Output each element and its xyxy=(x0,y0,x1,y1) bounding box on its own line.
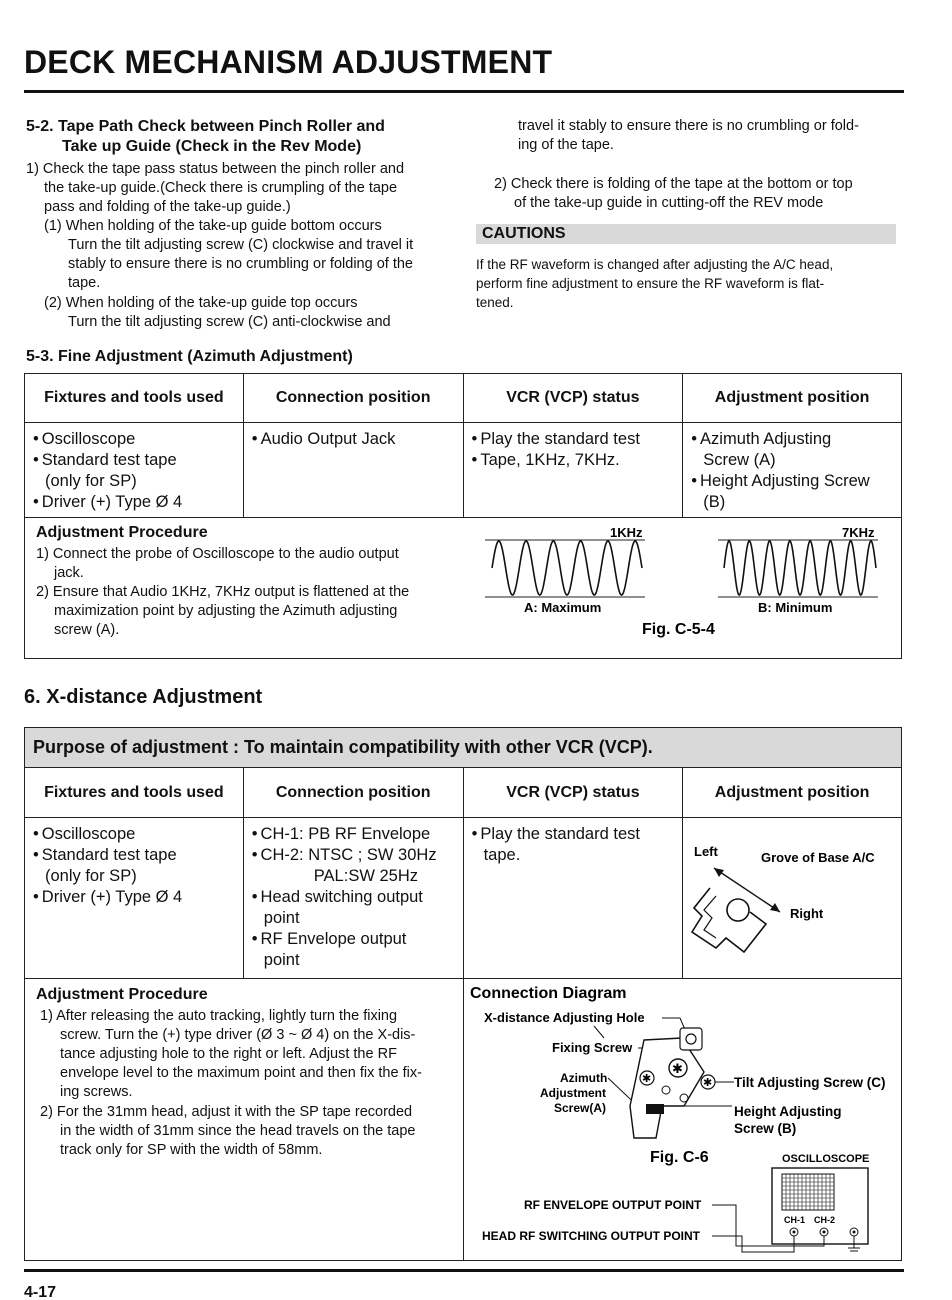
tool-item: • Standard test tape xyxy=(33,845,235,866)
col-header-tools: Fixtures and tools used xyxy=(25,768,244,818)
status-item: • Play the standard test xyxy=(472,429,675,450)
procedure-line: in the width of 31mm since the head travels on the tape xyxy=(60,1123,416,1139)
col-header-connection: Connection position xyxy=(243,374,463,423)
base-outline-icon xyxy=(692,888,766,952)
procedure-line: envelope level to the maximum point and then fix the fix- xyxy=(60,1065,422,1081)
figure-caption: Fig. C-6 xyxy=(650,1149,709,1166)
procedure-line: jack. xyxy=(54,565,84,581)
oscilloscope-label: OSCILLOSCOPE xyxy=(782,1153,870,1165)
connection-item-cont: point xyxy=(263,909,300,927)
adjust-item: • Azimuth Adjusting xyxy=(691,429,893,450)
procedure-line: maximization point by adjusting the Azimuth adjusting xyxy=(54,603,398,619)
procedure-line: 2) Ensure that Audio 1KHz, 7KHz output is flattened at the xyxy=(36,584,410,600)
connection-item: • Audio Output Jack xyxy=(252,429,455,450)
procedure-line: tance adjusting hole to the right or left. Adjust the RF xyxy=(60,1046,397,1062)
col-header-adjustment: Adjustment position xyxy=(683,768,902,818)
procedure-line: ing screws. xyxy=(60,1084,133,1100)
procedure-title: Adjustment Procedure xyxy=(36,524,208,541)
height-screw-icon xyxy=(646,1104,664,1114)
azimuth-label-2: Adjustment xyxy=(540,1086,606,1100)
purpose-row: Purpose of adjustment : To maintain compatibility with other VCR (VCP). xyxy=(25,728,902,768)
procedure-title: Adjustment Procedure xyxy=(36,986,208,1003)
grove-label: Grove of Base A/C xyxy=(761,850,875,865)
connection-item-cont: PAL:SW 25Hz xyxy=(313,867,418,885)
procedure-line: 1) Connect the probe of Oscilloscope to the audio output xyxy=(36,546,399,562)
col-header-status: VCR (VCP) status xyxy=(463,374,683,423)
figure-caption: Fig. C-5-4 xyxy=(642,621,715,638)
ch1-label: CH-1 xyxy=(784,1215,806,1225)
connection-item: • RF Envelope output xyxy=(252,929,455,950)
connection-item-cont: point xyxy=(263,951,300,969)
tool-item: • Oscilloscope xyxy=(33,429,235,450)
height-label-2: Screw (B) xyxy=(734,1121,797,1136)
section-5-2-heading: 5-2. Tape Path Check between Pinch Roller and xyxy=(26,118,385,135)
azimuth-label: Azimuth xyxy=(560,1071,608,1085)
step-1-line1: 1) Check the tape pass status between the pinch roller and xyxy=(26,161,405,177)
procedure-line: screw (A). xyxy=(54,622,120,638)
left-right-arrow-line xyxy=(714,868,780,912)
azimuth-screw-cross-icon: ✱ xyxy=(642,1072,652,1085)
wave-7kHz xyxy=(724,541,876,595)
cautions-line3: tened. xyxy=(476,295,514,310)
wave-1-label: 1KHz xyxy=(610,525,643,540)
fixing-label: Fixing Screw xyxy=(552,1040,633,1055)
ch2-jack-dot-icon xyxy=(823,1231,826,1234)
ch1-jack-dot-icon xyxy=(793,1231,796,1234)
wave-2-caption: B: Minimum xyxy=(758,600,833,615)
col-header-adjustment: Adjustment position xyxy=(683,374,902,423)
status-cell xyxy=(463,818,683,979)
cautions-header: CAUTIONS xyxy=(476,224,896,244)
height-label: Height Adjusting xyxy=(734,1104,842,1119)
col-header-status: VCR (VCP) status xyxy=(463,768,683,818)
ch2-label: CH-2 xyxy=(814,1215,836,1225)
connection-diagram xyxy=(466,980,900,1262)
fixing-leader xyxy=(594,1026,604,1038)
wave-2-label: 7KHz xyxy=(842,525,875,540)
head-switch-label: HEAD RF SWITCHING OUTPUT POINT xyxy=(482,1229,700,1243)
adjust-item: • Height Adjusting Screw xyxy=(691,471,893,492)
tools-cell xyxy=(25,818,244,979)
base-inner-outline-icon xyxy=(704,896,716,938)
ground-jack-dot-icon xyxy=(853,1231,856,1234)
tool-item: • Oscilloscope xyxy=(33,824,235,845)
title-rule xyxy=(24,90,904,93)
xhole-block-icon xyxy=(680,1028,702,1050)
deck-bracket-icon xyxy=(630,1038,704,1138)
left-label: Left xyxy=(694,844,718,859)
cautions-line2: perform fine adjustment to ensure the RF waveform is flat- xyxy=(476,276,825,291)
col-header-tools: Fixtures and tools used xyxy=(25,374,244,423)
connection-item: • CH-2: NTSC ; SW 30Hz xyxy=(252,845,455,866)
status-item: • Tape, 1KHz, 7KHz. xyxy=(472,450,675,471)
connection-cell xyxy=(243,818,463,979)
fixing-screw-cross-icon: ✱ xyxy=(672,1062,683,1077)
bottom-rule xyxy=(24,1269,904,1272)
section-6-heading: 6. X-distance Adjustment xyxy=(24,686,263,708)
col-header-connection: Connection position xyxy=(243,768,463,818)
cautions-line1: If the RF waveform is changed after adjusting the A/C head, xyxy=(476,257,834,272)
step-2-line1: 2) Check there is folding of the tape at the bottom or top xyxy=(494,176,853,192)
sub-2-line1: (2) When holding of the take-up guide top occurs xyxy=(44,295,358,311)
adjust-item-cont: (B) xyxy=(703,493,726,511)
tool-item: • Driver (+) Type Ø 4 xyxy=(33,492,235,513)
wave-1-caption: A: Maximum xyxy=(524,600,602,615)
right-arrowhead-icon xyxy=(770,903,780,912)
sub-1-line2: Turn the tilt adjusting screw (C) clockwise and travel it xyxy=(68,237,414,253)
grove-circle-icon xyxy=(727,899,749,921)
tool-item: • Driver (+) Type Ø 4 xyxy=(33,887,235,908)
azimuth-label-3: Screw(A) xyxy=(554,1101,607,1115)
left-arrowhead-icon xyxy=(714,868,724,877)
sub-1-line3: stably to ensure there is no crumbling or folding of the xyxy=(68,256,413,272)
step-2-line2: of the take-up guide in cutting-off the REV mode xyxy=(514,195,824,211)
adjustment-cell xyxy=(683,423,902,518)
tools-cell xyxy=(25,423,244,518)
sub-2-line2: Turn the tilt adjusting screw (C) anti-clockwise and xyxy=(68,314,391,330)
xhole-label: X-distance Adjusting Hole xyxy=(484,1010,645,1025)
connection-item: • CH-1: PB RF Envelope xyxy=(252,824,455,845)
procedure-line: 1) After releasing the auto tracking, lightly turn the fixing xyxy=(40,1008,398,1024)
tool-item-cont: (only for SP) xyxy=(45,867,137,885)
sub-2-line4: ing of the tape. xyxy=(518,137,614,153)
procedure-line: track only for SP with the width of 58mm. xyxy=(60,1142,323,1158)
diagram-title: Connection Diagram xyxy=(470,985,627,1002)
adjust-item-cont: Screw (A) xyxy=(703,451,776,469)
tool-item: • Standard test tape xyxy=(33,450,235,471)
right-label: Right xyxy=(790,906,824,921)
page-number: 4-17 xyxy=(24,1284,57,1300)
section-5-2-heading-cont: Take up Guide (Check in the Rev Mode) xyxy=(62,138,362,155)
wave-1kHz xyxy=(492,541,642,595)
waveform-figure xyxy=(480,520,900,645)
status-cell xyxy=(463,423,683,518)
connection-item: • Head switching output xyxy=(252,887,455,908)
tool-item-cont: (only for SP) xyxy=(45,472,137,490)
rf-envelope-label: RF ENVELOPE OUTPUT POINT xyxy=(524,1198,702,1212)
tilt-label: Tilt Adjusting Screw (C) xyxy=(734,1075,886,1090)
procedure-line: screw. Turn the (+) type driver (Ø 3 ~ Ø 4) on the X-dis- xyxy=(60,1027,416,1043)
page-title: DECK MECHANISM ADJUSTMENT xyxy=(24,44,553,80)
step-1-line3: pass and folding of the take-up guide.) xyxy=(44,199,291,215)
sub-1-line1: (1) When holding of the take-up guide bottom occurs xyxy=(44,218,382,234)
procedure-line: 2) For the 31mm head, adjust it with the SP tape recorded xyxy=(40,1104,413,1120)
connection-cell xyxy=(243,423,463,518)
sub-2-line3: travel it stably to ensure there is no crumbling or fold- xyxy=(518,118,859,134)
tilt-screw-cross-icon: ✱ xyxy=(703,1076,713,1089)
sub-1-line4: tape. xyxy=(68,275,101,291)
grove-figure xyxy=(686,840,900,975)
status-item: • Play the standard test xyxy=(472,824,675,845)
status-item-cont: tape. xyxy=(483,846,521,864)
step-1-line2: the take-up guide.(Check there is crumpling of the tape xyxy=(44,180,398,196)
section-5-3-heading: 5-3. Fine Adjustment (Azimuth Adjustment) xyxy=(26,348,353,365)
